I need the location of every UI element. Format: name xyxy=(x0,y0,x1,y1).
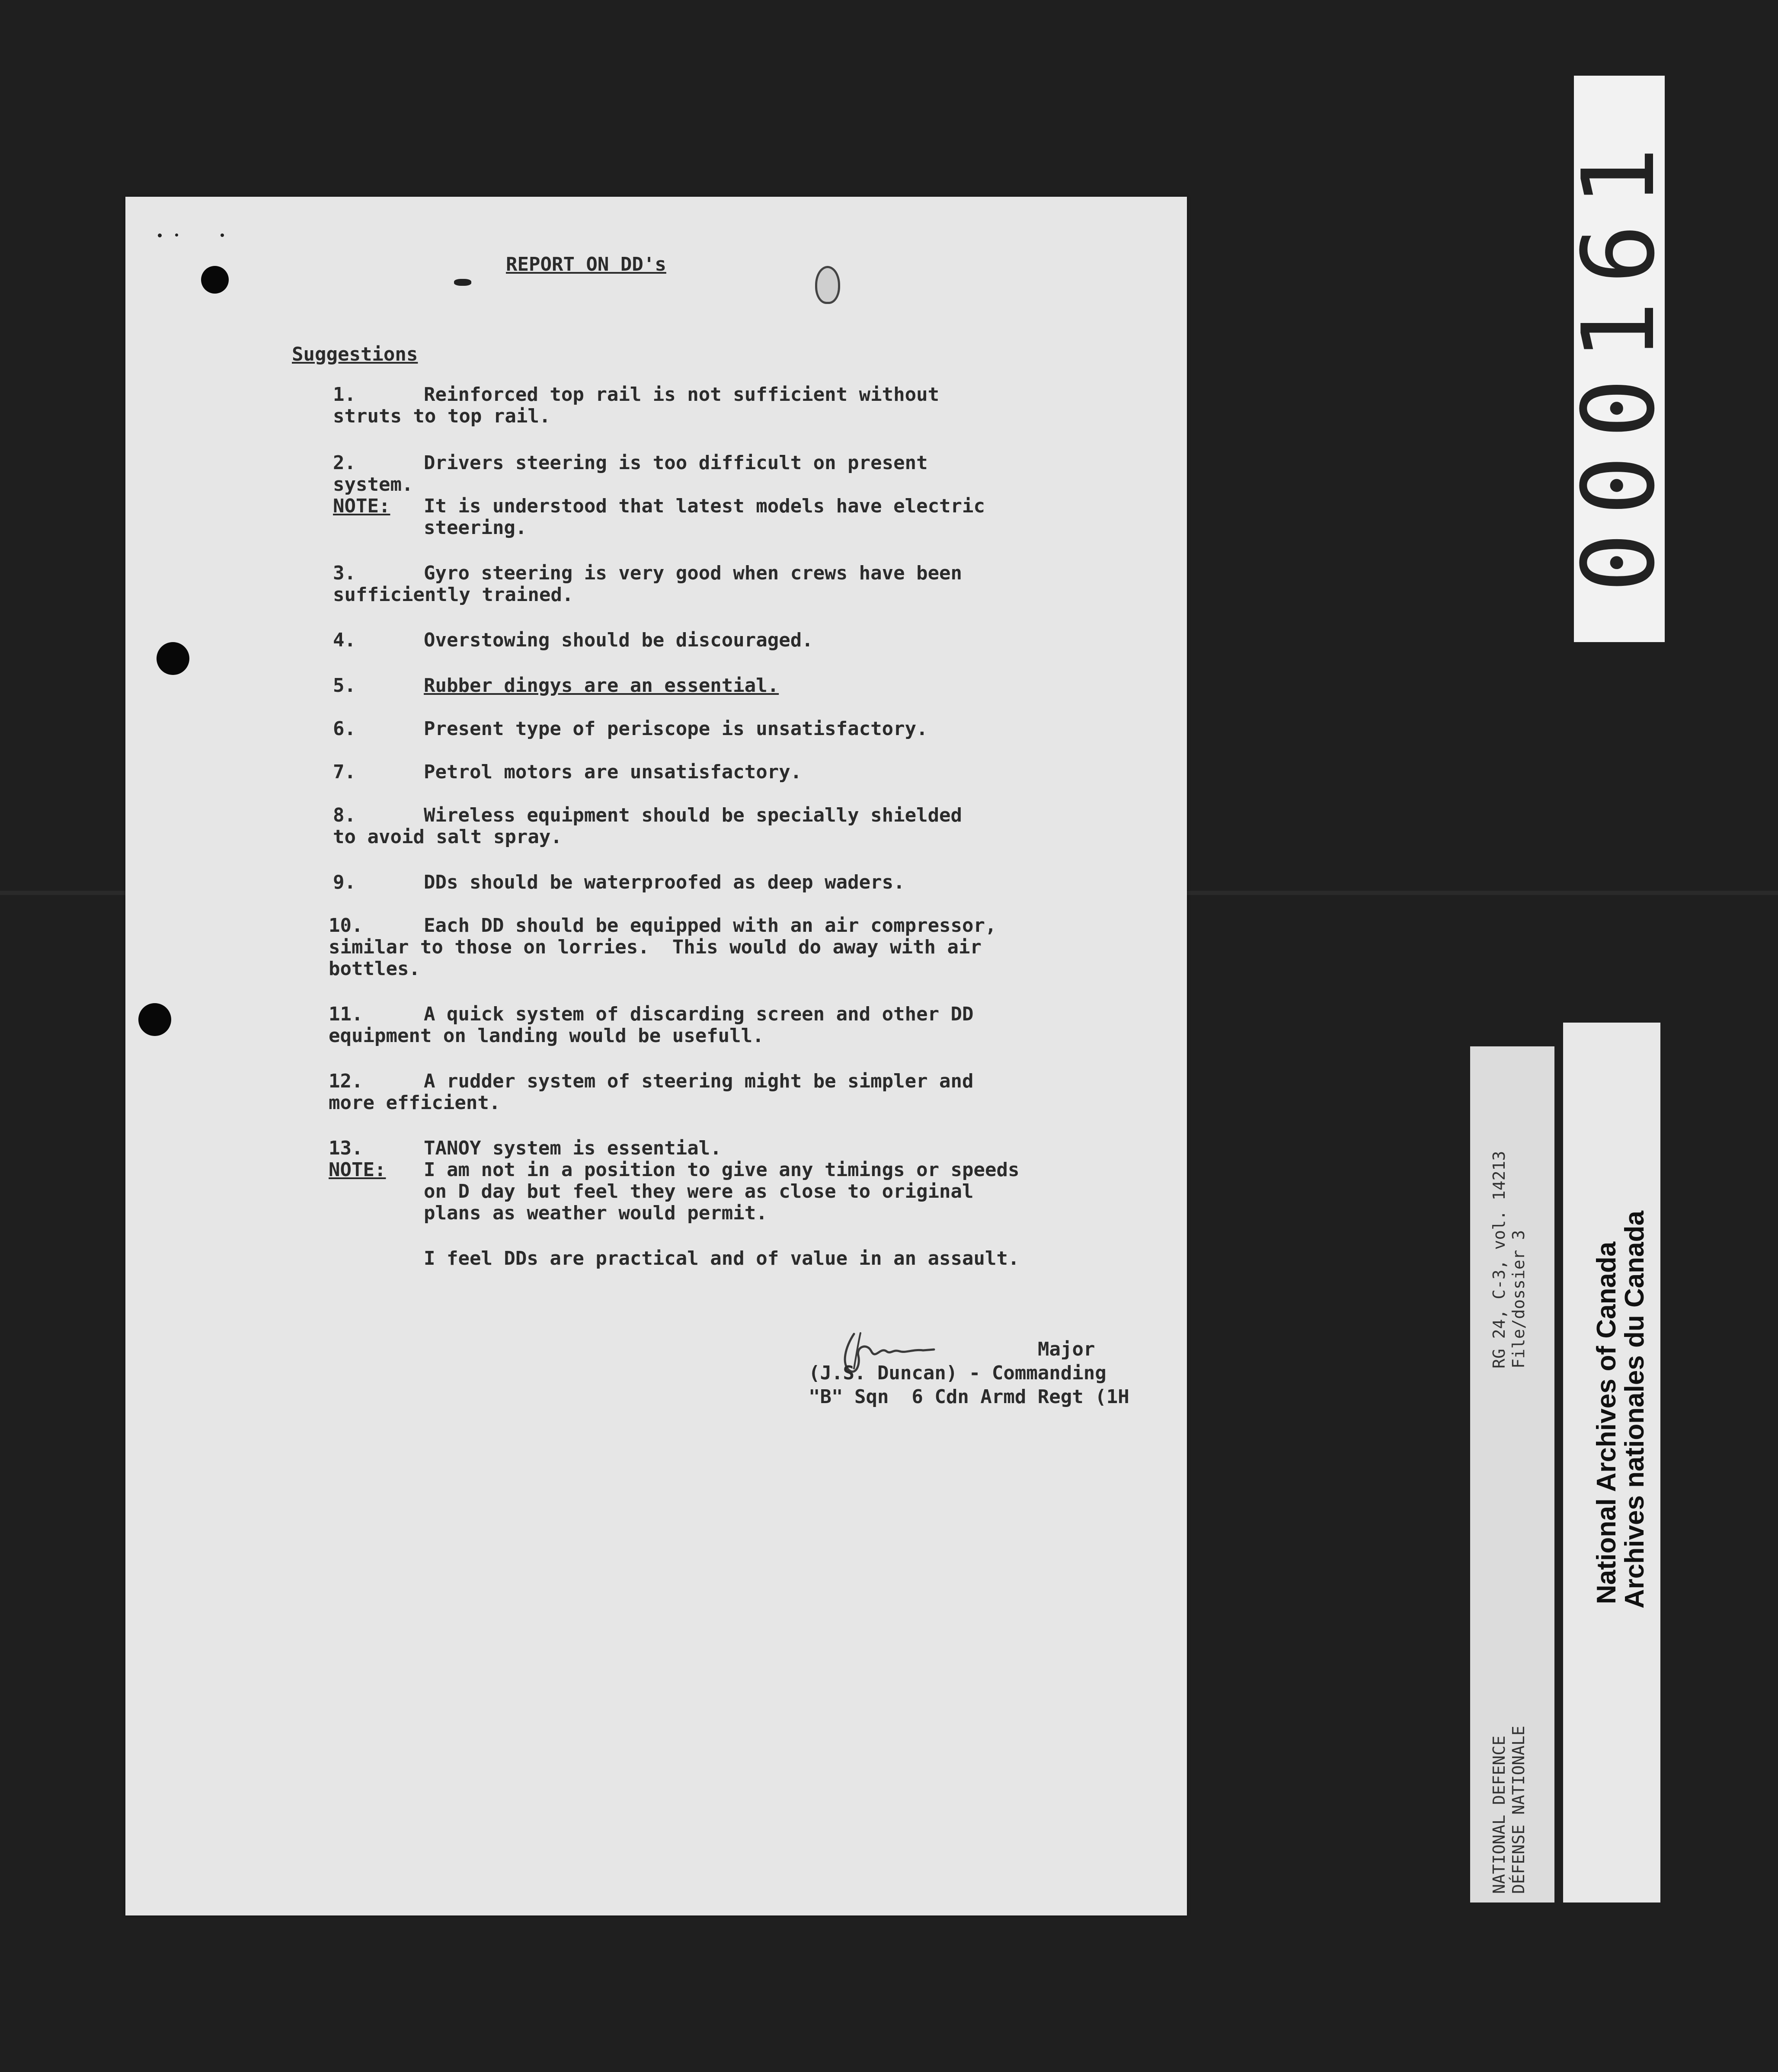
item-text: sufficiently trained. xyxy=(333,584,574,606)
ink-blot xyxy=(815,266,840,304)
item-number: 10. xyxy=(329,914,363,937)
item-number: 1. xyxy=(333,384,356,406)
item-text: Present type of periscope is unsatisfactory. xyxy=(424,718,928,740)
item-text: Gyro steering is very good when crews have been xyxy=(424,562,963,584)
item-text: Wireless equipment should be specially shielded xyxy=(424,804,963,826)
item-number: 2. xyxy=(333,452,356,474)
signature-name: (J.S. Duncan) - Commanding xyxy=(809,1362,1106,1384)
note-text: plans as weather would permit. xyxy=(424,1202,767,1224)
item-text: more efficient. xyxy=(329,1092,501,1114)
item-number: 3. xyxy=(333,562,356,584)
note-text: It is understood that latest models have electric xyxy=(424,495,985,517)
archive-reference-line: RG 24, C-3, vol. 14213 xyxy=(1490,1151,1509,1369)
note-text: on D day but feel they were as close to original xyxy=(424,1180,974,1202)
item-number: 5. xyxy=(333,675,356,697)
closing-statement: I feel DDs are practical and of value in an assault. xyxy=(424,1247,1020,1269)
punch-hole xyxy=(157,642,189,675)
item-text: system. xyxy=(333,473,413,496)
item-number: 7. xyxy=(333,761,356,783)
document-page xyxy=(125,197,1187,1915)
archives-name-french: Archives nationales du Canada xyxy=(1620,1211,1650,1608)
item-text: A rudder system of steering might be simpler and xyxy=(424,1070,974,1092)
item-text: Overstowing should be discouraged. xyxy=(424,629,813,651)
item-number: 11. xyxy=(329,1003,363,1025)
item-number: 6. xyxy=(333,718,356,740)
item-text: Each DD should be equipped with an air compressor, xyxy=(424,914,997,937)
report-title: REPORT ON DD's xyxy=(506,253,666,275)
item-text: DDs should be waterproofed as deep waders. xyxy=(424,871,905,893)
item-text: TANOY system is essential. xyxy=(424,1137,722,1159)
item-text: to avoid salt spray. xyxy=(333,826,562,848)
item-text: struts to top rail. xyxy=(333,405,551,427)
department-line: DÉFENSE NATIONALE xyxy=(1509,1726,1528,1894)
item-text: Drivers steering is too difficult on present xyxy=(424,452,928,474)
section-heading: Suggestions xyxy=(292,343,418,365)
item-text: similar to those on lorries. This would do away with air xyxy=(329,936,982,958)
note-text: I am not in a position to give any timings or speeds xyxy=(424,1159,1020,1181)
item-text: Petrol motors are unsatisfactory. xyxy=(424,761,802,783)
item-number: 4. xyxy=(333,629,356,651)
item-number: 12. xyxy=(329,1070,363,1092)
note-label: NOTE: xyxy=(329,1159,386,1181)
note-label: NOTE: xyxy=(333,495,390,517)
ink-speck xyxy=(158,233,162,237)
ink-speck xyxy=(221,233,224,237)
archives-name-english: National Archives of Canada xyxy=(1592,1241,1621,1604)
signature-unit: "B" Sqn 6 Cdn Armd Regt (1H xyxy=(809,1386,1129,1408)
item-text: Reinforced top rail is not sufficient without xyxy=(424,384,940,406)
item-number: 9. xyxy=(333,871,356,893)
item-text: Rubber dingys are an essential. xyxy=(424,675,779,697)
item-number: 8. xyxy=(333,804,356,826)
archive-reference-line: File/dossier 3 xyxy=(1509,1230,1528,1369)
frame-number: 000161 xyxy=(1561,129,1677,593)
item-number: 13. xyxy=(329,1137,363,1159)
punch-hole xyxy=(201,266,229,294)
ink-speck xyxy=(454,279,471,286)
item-text: bottles. xyxy=(329,958,420,980)
note-text: steering. xyxy=(424,517,527,539)
punch-hole xyxy=(138,1003,171,1036)
department-line: NATIONAL DEFENCE xyxy=(1490,1735,1509,1894)
item-text: equipment on landing would be usefull. xyxy=(329,1025,764,1047)
ink-speck xyxy=(175,233,178,237)
signature-rank: Major xyxy=(1038,1338,1095,1360)
item-text: A quick system of discarding screen and other DD xyxy=(424,1003,974,1025)
